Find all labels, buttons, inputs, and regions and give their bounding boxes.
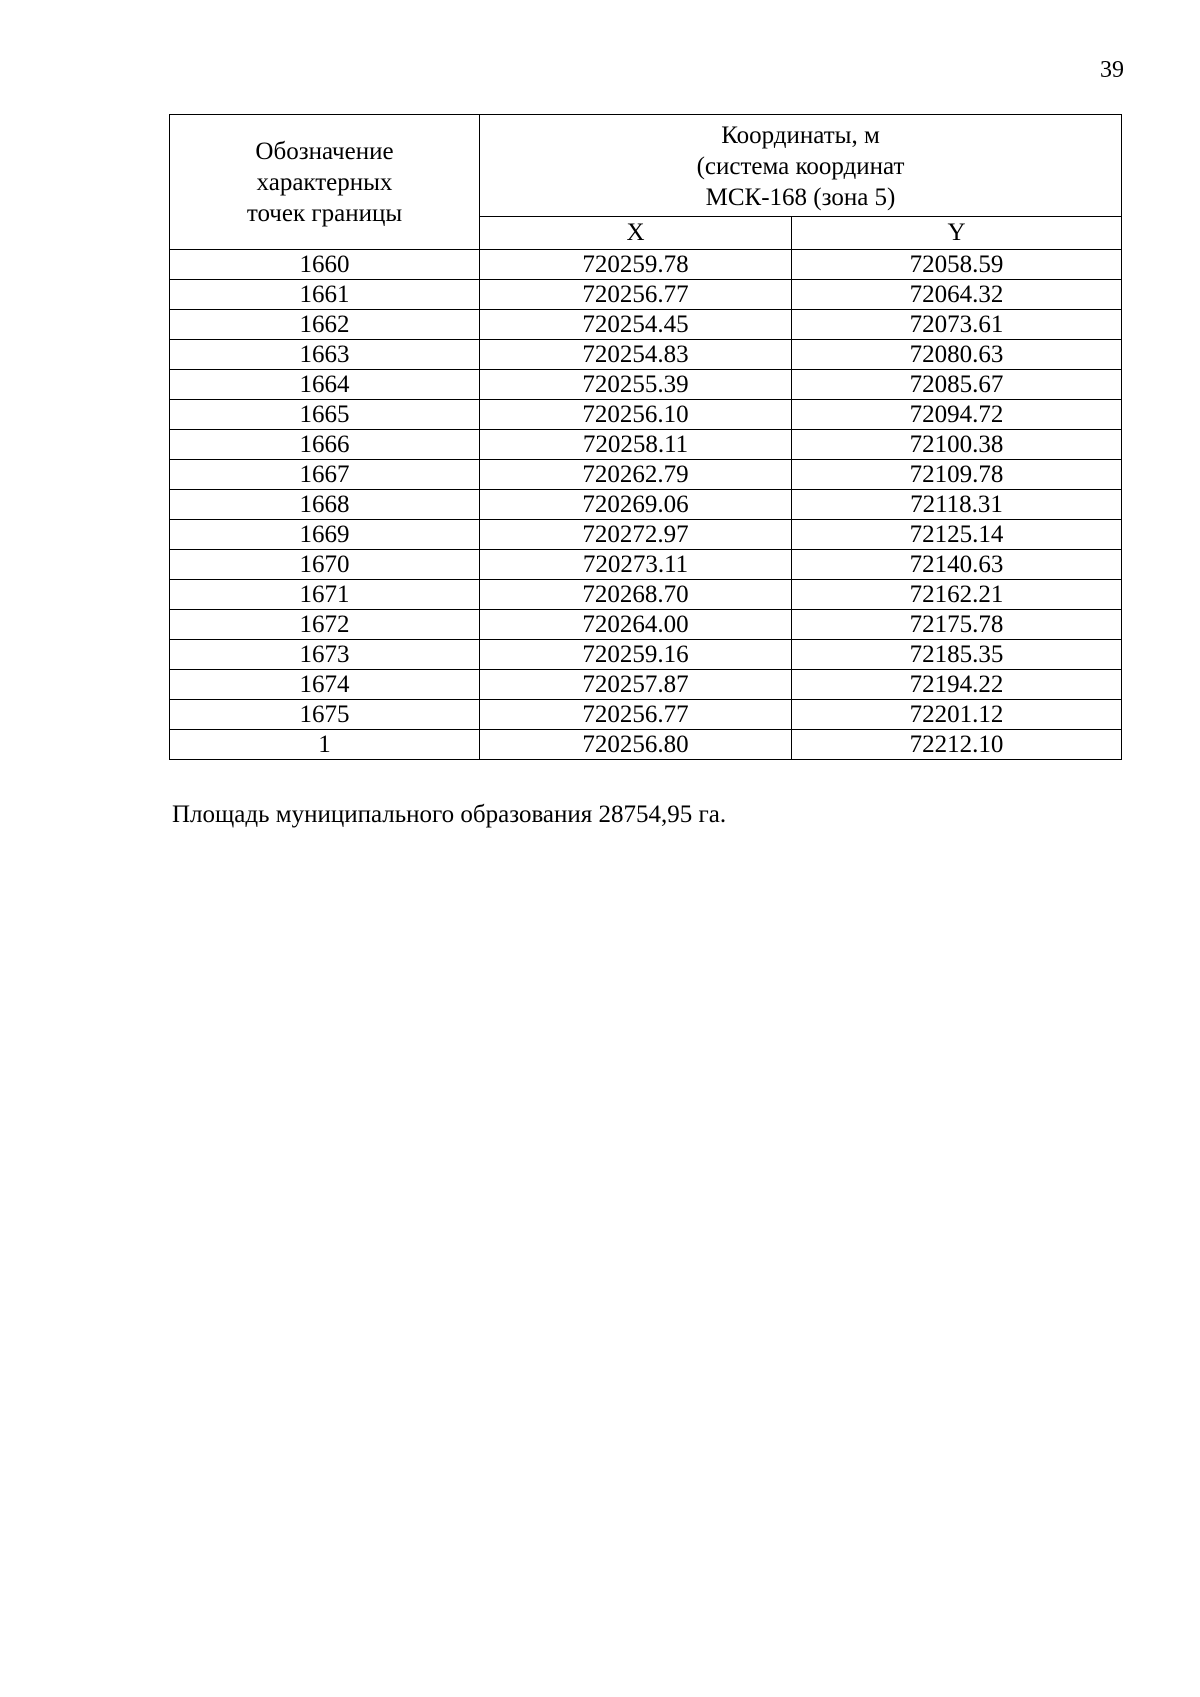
- table-row: [170, 400, 1122, 430]
- y-cell: 72058.59: [792, 250, 1122, 280]
- point-cell: 1662: [170, 310, 480, 340]
- x-cell: 720268.70: [480, 580, 792, 610]
- coordinates-header-line-3: МСК-168 (зона 5): [705, 183, 896, 211]
- table-row: [170, 280, 1122, 310]
- x-cell: 720256.10: [480, 400, 792, 430]
- x-cell: 720269.06: [480, 490, 792, 520]
- table-row: [170, 670, 1122, 700]
- x-column-header: X: [480, 216, 792, 249]
- x-cell: 720255.39: [480, 370, 792, 400]
- y-cell: 72194.22: [792, 670, 1122, 700]
- x-cell: 720256.80: [480, 730, 792, 760]
- y-cell: 72162.21: [792, 580, 1122, 610]
- x-cell: 720259.78: [480, 250, 792, 280]
- y-cell: 72094.72: [792, 400, 1122, 430]
- point-cell: 1672: [170, 610, 480, 640]
- point-cell: 1661: [170, 280, 480, 310]
- y-cell: 72085.67: [792, 370, 1122, 400]
- table-header: [170, 115, 1122, 250]
- x-cell: 720256.77: [480, 280, 792, 310]
- y-cell: 72185.35: [792, 640, 1122, 670]
- y-cell: 72064.32: [792, 280, 1122, 310]
- table-row: [170, 640, 1122, 670]
- table-row: [170, 700, 1122, 730]
- point-cell: 1667: [170, 460, 480, 490]
- y-cell: 72201.12: [792, 700, 1122, 730]
- table-body: [170, 250, 1122, 760]
- table-row: [170, 430, 1122, 460]
- y-cell: 72125.14: [792, 520, 1122, 550]
- point-cell: 1674: [170, 670, 480, 700]
- table-row: [170, 610, 1122, 640]
- x-cell: 720273.11: [480, 550, 792, 580]
- y-cell: 72109.78: [792, 460, 1122, 490]
- table-row: [170, 370, 1122, 400]
- point-label-header-line-1: Обозначение: [255, 137, 394, 165]
- point-cell: 1666: [170, 430, 480, 460]
- point-cell: 1663: [170, 340, 480, 370]
- coordinates-header: [480, 115, 1122, 217]
- y-cell: 72212.10: [792, 730, 1122, 760]
- table-row: [170, 250, 1122, 280]
- point-cell: 1668: [170, 490, 480, 520]
- table-row: [170, 580, 1122, 610]
- point-cell: 1664: [170, 370, 480, 400]
- y-cell: 72073.61: [792, 310, 1122, 340]
- x-cell: 720262.79: [480, 460, 792, 490]
- point-label-header-line-2: характерных: [256, 168, 393, 196]
- x-cell: 720256.77: [480, 700, 792, 730]
- page-number: 39: [1100, 57, 1124, 83]
- point-cell: 1669: [170, 520, 480, 550]
- point-cell: 1660: [170, 250, 480, 280]
- point-label-header: [170, 115, 480, 250]
- point-cell: 1671: [170, 580, 480, 610]
- x-cell: 720264.00: [480, 610, 792, 640]
- point-label-header-line-3: точек границы: [246, 199, 403, 227]
- y-cell: 72140.63: [792, 550, 1122, 580]
- boundary-coordinates-table: [169, 114, 1122, 760]
- point-cell: 1665: [170, 400, 480, 430]
- area-statement: Площадь муниципального образования 28754,95 га.: [172, 801, 727, 828]
- x-cell: 720254.83: [480, 340, 792, 370]
- point-cell: 1675: [170, 700, 480, 730]
- x-cell: 720259.16: [480, 640, 792, 670]
- table-row: [170, 730, 1122, 760]
- table-row: [170, 310, 1122, 340]
- y-cell: 72175.78: [792, 610, 1122, 640]
- x-cell: 720257.87: [480, 670, 792, 700]
- x-cell: 720258.11: [480, 430, 792, 460]
- point-cell: 1670: [170, 550, 480, 580]
- table-row: [170, 490, 1122, 520]
- table-row: [170, 550, 1122, 580]
- y-cell: 72080.63: [792, 340, 1122, 370]
- y-cell: 72100.38: [792, 430, 1122, 460]
- coordinates-header-line-2: (система координат: [696, 152, 905, 180]
- x-cell: 720272.97: [480, 520, 792, 550]
- table-row: [170, 520, 1122, 550]
- table-row: [170, 340, 1122, 370]
- point-cell: 1: [170, 730, 480, 760]
- y-cell: 72118.31: [792, 490, 1122, 520]
- table-row: [170, 460, 1122, 490]
- x-cell: 720254.45: [480, 310, 792, 340]
- y-column-header: Y: [792, 216, 1122, 249]
- coordinates-header-line-1: Координаты, м: [721, 121, 880, 149]
- point-cell: 1673: [170, 640, 480, 670]
